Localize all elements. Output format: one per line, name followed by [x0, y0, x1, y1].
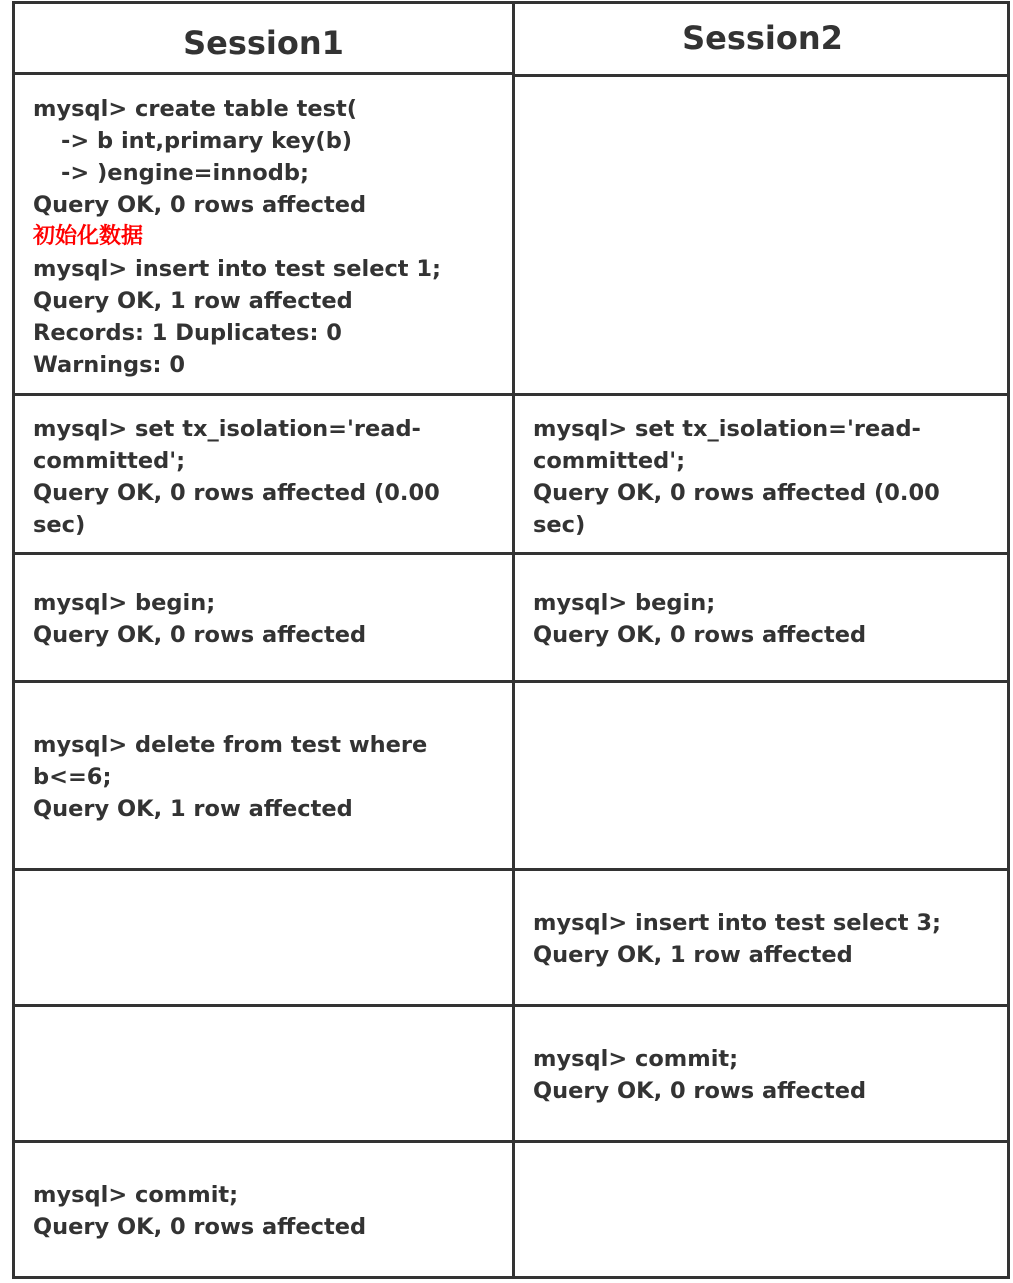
sql-line: -> )engine=innodb; — [61, 160, 309, 186]
sql-line: Query OK, 1 row affected — [33, 288, 353, 314]
session-timeline-table — [12, 1, 1010, 1279]
row3-session1-cell — [33, 587, 366, 651]
row-divider — [15, 393, 1007, 396]
sql-line: Query OK, 1 row affected — [533, 942, 853, 968]
sql-line: mysql> commit; — [533, 1046, 739, 1072]
row7-session1-cell — [33, 1179, 366, 1243]
row6-session2-cell — [533, 1043, 866, 1107]
session1-header: Session1 — [183, 24, 344, 62]
sql-line: sec) — [33, 512, 86, 538]
sql-line: mysql> set tx_isolation='read- — [33, 416, 421, 442]
row2-session2-cell — [533, 413, 940, 541]
sql-line: Query OK, 0 rows affected — [33, 622, 367, 648]
sql-line: Records: 1 Duplicates: 0 — [33, 320, 342, 346]
sql-line: mysql> delete from test where — [33, 732, 428, 758]
sql-line: sec) — [533, 512, 586, 538]
sql-line: mysql> insert into test select 1; — [33, 256, 442, 282]
sql-line: Query OK, 0 rows affected (0.00 — [33, 480, 440, 506]
column-divider — [512, 4, 515, 1276]
sql-line: Query OK, 0 rows affected — [33, 1214, 367, 1240]
row-divider — [15, 680, 1007, 683]
sql-line: b<=6; — [33, 764, 112, 790]
row3-session2-cell — [533, 587, 866, 651]
sql-line: mysql> begin; — [33, 590, 216, 616]
row5-session2-cell — [533, 907, 941, 971]
sql-line: Query OK, 0 rows affected (0.00 — [533, 480, 940, 506]
row-divider — [15, 868, 1007, 871]
sql-line: mysql> create table test( — [33, 96, 358, 122]
sql-line: mysql> commit; — [33, 1182, 239, 1208]
session2-header: Session2 — [682, 19, 843, 57]
sql-line: Query OK, 0 rows affected — [533, 1078, 867, 1104]
sql-line: committed'; — [33, 448, 186, 474]
sql-line: Query OK, 1 row affected — [33, 796, 353, 822]
row2-session1-cell — [33, 413, 440, 541]
row-divider — [15, 1140, 1007, 1143]
row-divider — [15, 552, 1007, 555]
row-divider — [15, 1004, 1007, 1007]
row4-session1-cell — [33, 729, 427, 825]
row-divider — [512, 74, 1007, 77]
init-data-note: 初始化数据 — [33, 224, 144, 249]
row-divider — [15, 72, 515, 75]
row1-session1-cell — [33, 93, 441, 381]
sql-line: mysql> begin; — [533, 590, 716, 616]
sql-line: Query OK, 0 rows affected — [533, 622, 867, 648]
sql-line: Query OK, 0 rows affected — [33, 192, 367, 218]
sql-line: -> b int,primary key(b) — [61, 128, 353, 154]
sql-line: mysql> set tx_isolation='read- — [533, 416, 921, 442]
sql-line: committed'; — [533, 448, 686, 474]
sql-line: mysql> insert into test select 3; — [533, 910, 942, 936]
sql-line: Warnings: 0 — [33, 352, 186, 378]
